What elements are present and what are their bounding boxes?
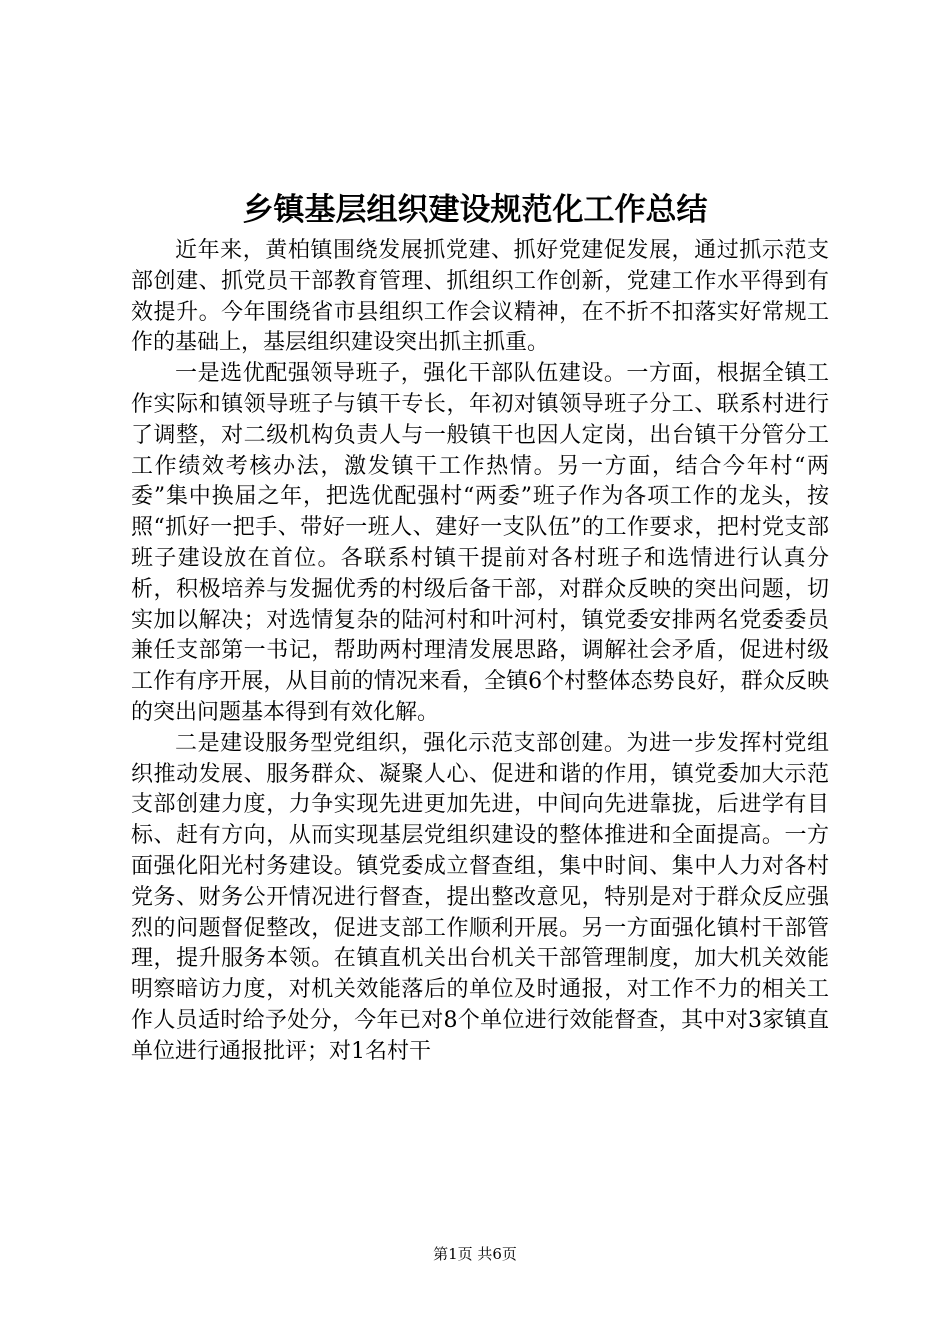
- page-number-footer: 第1页 共6页: [433, 1245, 517, 1263]
- paragraph-leadership: 一是选优配强领导班子，强化干部队伍建设。一方面，根据全镇工作实际和镇领导班子与镇干专长，年初对镇领导班子分工、联系村进行了调整，对二级机构负责人与一般镇干也因人定岗，出台镇干分管分工工作绩效考核办法，激发镇干工作热情。另一方面，结合今年村“两委”集中换届之年，把选优配强村“两委”班子作为各项工作的龙头，按照“抓好一把手、带好一班人、建好一支队伍”的工作要求，把村党支部班子建设放在首位。各联系村镇干提前对各村班子和选情进行认真分析，积极培养与发掘优秀的村级后备干部，对群众反映的突出问题，切实加以解决；对选情复杂的陆河村和叶河村，镇党委安排两名党委委员兼任支部第一书记，帮助两村理清发展思路，调解社会矛盾，促进村级工作有序开展，从目前的情况来看，全镇6个村整体态势良好，群众反映的突出问题基本得到有效化解。: [131, 361, 829, 725]
- paragraph-service: 二是建设服务型党组织，强化示范支部创建。为进一步发挥村党组织推动发展、服务群众、凝聚人心、促进和谐的作用，镇党委加大示范支部创建力度，力争实现先进更加先进，中间向先进靠拢，后进学有目标、赶有方向，从而实现基层党组织建设的整体推进和全面提高。一方面强化阳光村务建设。镇党委成立督查组，集中时间、集中人力对各村党务、财务公开情况进行督查，提出整改意见，特别是对于群众反应强烈的问题督促整改，促进支部工作顺利开展。另一方面强化镇村干部管理，提升服务本领。在镇直机关出台机关干部管理制度，加大机关效能明察暗访力度，对机关效能落后的单位及时通报，对工作不力的相关工作人员适时给予处分，今年已对8个单位进行效能督查，其中对3家镇直单位进行通报批评；对1名村干: [131, 730, 829, 1064]
- paragraph-intro: 近年来，黄柏镇围绕发展抓党建、抓好党建促发展，通过抓示范支部创建、抓党员干部教育管理、抓组织工作创新，党建工作水平得到有效提升。今年围绕省市县组织工作会议精神，在不折不扣落实好常规工作的基础上，基层组织建设突出抓主抓重。: [131, 238, 829, 356]
- document-body: [131, 236, 829, 1068]
- document-title: 乡镇基层组织建设规范化工作总结: [242, 192, 708, 228]
